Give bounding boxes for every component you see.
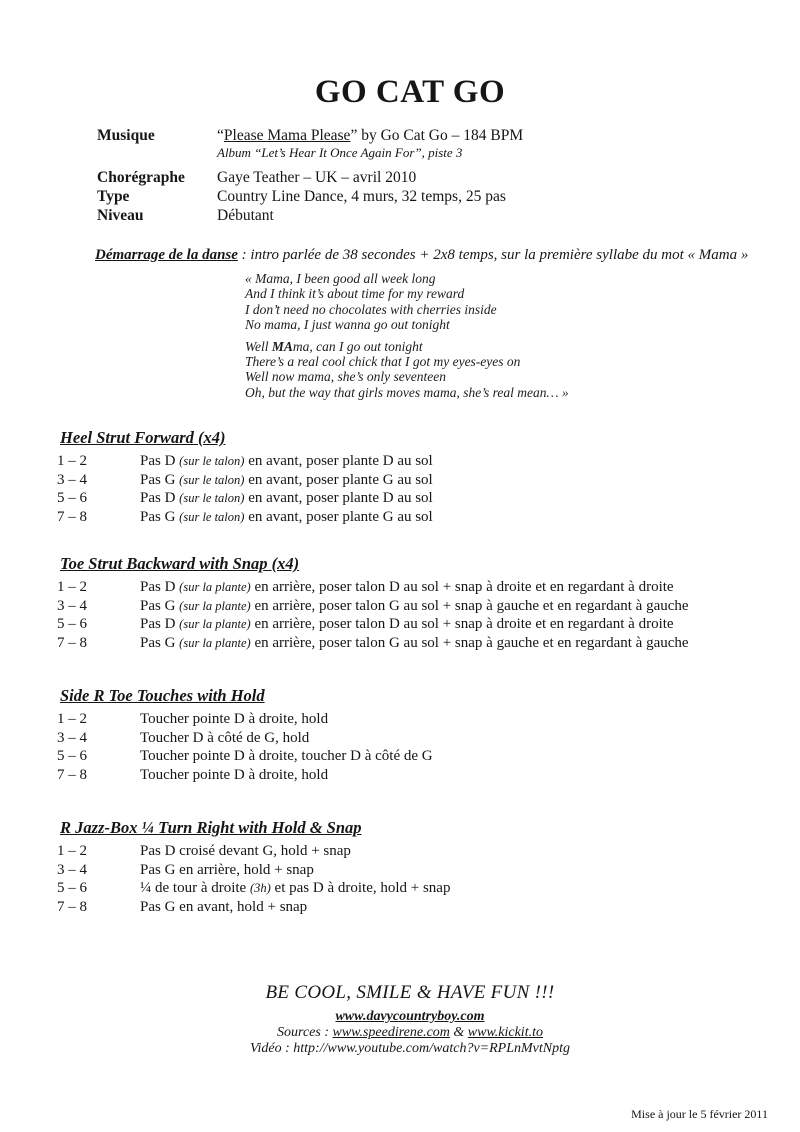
- lyric-line: Well now mama, she’s only seventeen: [245, 369, 446, 385]
- step-note: (sur la plante): [179, 617, 251, 632]
- dance-start-label: Démarrage de la danse: [95, 247, 238, 263]
- step-text: en arrière, poser talon D au sol + snap à droite et en regardant à droite: [250, 579, 674, 595]
- dance-start-note: [95, 247, 748, 264]
- step-counts: 3 – 4: [57, 729, 87, 746]
- step-description: [140, 615, 674, 634]
- step-counts: 3 – 4: [57, 597, 87, 614]
- footer-block: [60, 982, 760, 1057]
- step-note: (sur le talon): [179, 454, 245, 468]
- section-jazz-box-quarter-turn: [57, 818, 450, 916]
- step-text: Pas D: [140, 616, 180, 633]
- footer-sources-line: [60, 1025, 760, 1041]
- step-text: en avant, poser plante G au sol: [244, 471, 433, 488]
- last-updated-note: Mise à jour le 5 février 2011: [631, 1107, 768, 1121]
- lyrics-stanza-2: [245, 339, 569, 401]
- meta-row-musique: [97, 126, 523, 145]
- meta-label-empty: [97, 145, 217, 161]
- youtube-url-text: http://www.youtube.com/watch?v=RPLnMvtNptg: [293, 1041, 570, 1056]
- step-counts: 1 – 2: [57, 579, 87, 595]
- step-counts: 7 – 8: [57, 766, 87, 783]
- step-text: et pas D à droite, hold + snap: [270, 880, 451, 897]
- step-note: (sur la plante): [179, 635, 251, 650]
- step-description: [140, 452, 433, 471]
- step-counts: 3 – 4: [57, 471, 87, 488]
- song-title: Please Mama Please: [223, 127, 351, 144]
- step-text: Pas G: [140, 597, 180, 614]
- lyric-line: There’s a real cool chick that I got my eyes-eyes on: [245, 354, 521, 370]
- step-counts: 1 – 2: [57, 453, 87, 469]
- meta-value-choreographe: Gaye Teather – UK – avril 2010: [217, 169, 417, 186]
- step-description: [140, 729, 309, 748]
- step-row: [57, 861, 450, 880]
- section-side-toe-touches: [57, 686, 433, 784]
- step-description: [140, 597, 689, 616]
- step-row: [57, 729, 433, 748]
- step-description: [140, 861, 314, 880]
- section-title: Heel Strut Forward (x4): [60, 428, 226, 447]
- step-description: [140, 489, 433, 508]
- step-counts: 5 – 6: [57, 490, 87, 507]
- lyric-run: Well: [245, 338, 272, 354]
- meta-label-niveau: Niveau: [97, 207, 144, 224]
- step-text: Toucher pointe D à droite, hold: [140, 766, 329, 783]
- dance-start-text: intro parlée de 38 secondes + 2x8 temps, sur la première syllabe du mot « Mama »: [250, 247, 749, 263]
- step-counts: 3 – 4: [57, 861, 87, 878]
- step-row: [57, 489, 433, 508]
- step-counts: 7 – 8: [57, 508, 87, 525]
- meta-value-niveau: Débutant: [217, 207, 274, 224]
- step-row: [57, 615, 689, 634]
- footer-video-line: [60, 1041, 760, 1057]
- step-counts: 7 – 8: [57, 634, 87, 651]
- section-title: Toe Strut Backward with Snap (x4): [60, 554, 300, 573]
- step-note: (sur le talon): [179, 472, 245, 487]
- lyric-line: Oh, but the way that girls moves mama, she’s real mean… »: [245, 384, 569, 400]
- lyric-line: « Mama, I been good all week long: [245, 271, 436, 286]
- step-text: Pas G en arrière, hold + snap: [140, 861, 314, 878]
- step-description: [140, 747, 433, 766]
- meta-label-choreographe: Chorégraphe: [97, 169, 185, 186]
- lyrics-stanza-1: [245, 271, 569, 333]
- lyric-bold-emphasis: MA: [271, 338, 293, 354]
- lyric-line: [245, 339, 569, 354]
- meta-row-type: [97, 187, 523, 206]
- step-note: (sur le talon): [179, 509, 245, 524]
- step-counts: 5 – 6: [57, 748, 87, 765]
- step-text: Pas G: [140, 508, 180, 525]
- lyric-run: ma, can I go out tonight: [292, 338, 423, 354]
- section-title: Side R Toe Touches with Hold: [60, 686, 265, 705]
- footer-slogan: BE COOL, SMILE & HAVE FUN !!!: [265, 982, 555, 1003]
- meta-value-type: Country Line Dance, 4 murs, 32 temps, 25 pas: [217, 188, 506, 205]
- step-note: (sur le talon): [179, 491, 245, 506]
- davycountryboy-link[interactable]: www.davycountryboy.com: [335, 1009, 485, 1024]
- step-text: en arrière, poser talon D au sol + snap à droite et en regardant à droite: [250, 616, 674, 633]
- step-note: (sur la plante): [179, 580, 251, 594]
- step-text: Toucher D à côté de G, hold: [140, 729, 310, 746]
- step-text: Pas D: [140, 579, 180, 595]
- song-rest: ” by Go Cat Go – 184 BPM: [350, 127, 524, 144]
- meta-row-niveau: [97, 206, 523, 225]
- lyric-line: I don’t need no chocolates with cherries inside: [245, 301, 497, 317]
- step-description: [140, 710, 328, 729]
- step-counts: 1 – 2: [57, 711, 87, 727]
- step-counts: 1 – 2: [57, 843, 87, 859]
- step-description: [140, 898, 307, 917]
- speedirene-link[interactable]: www.speedirene.com: [332, 1025, 450, 1040]
- step-text: en avant, poser plante D au sol: [244, 453, 433, 469]
- step-note: (3h): [249, 881, 271, 896]
- step-row: [57, 452, 433, 471]
- step-row: [57, 766, 433, 785]
- step-row: [57, 898, 450, 917]
- meta-row-choreographe: [97, 168, 523, 187]
- step-text: Pas D: [140, 490, 180, 507]
- step-text: Toucher pointe D à droite, toucher D à côté de G: [140, 748, 433, 765]
- meta-block: [97, 126, 523, 225]
- step-counts: 7 – 8: [57, 898, 87, 915]
- step-description: [140, 842, 351, 861]
- lyrics-block: [245, 271, 569, 400]
- meta-label-type: Type: [97, 188, 130, 205]
- step-counts: 5 – 6: [57, 616, 87, 633]
- step-note: (sur la plante): [179, 598, 251, 613]
- album-line: Album “Let’s Hear It Once Again For”, piste 3: [217, 145, 463, 160]
- step-description: [140, 578, 674, 597]
- step-text: Pas G: [140, 634, 180, 651]
- section-toe-strut-backward: [57, 554, 689, 652]
- meta-value-musique: [217, 126, 523, 145]
- step-text: Pas G: [140, 471, 180, 488]
- page-title: GO CAT GO: [314, 74, 506, 110]
- step-text: en avant, poser plante G au sol: [244, 508, 433, 525]
- spacer: [97, 161, 523, 168]
- step-description: [140, 634, 689, 653]
- step-row: [57, 597, 689, 616]
- step-counts: 5 – 6: [57, 880, 87, 897]
- step-row: [57, 578, 689, 597]
- footer-site-line: [60, 1009, 760, 1025]
- meta-row-album: [97, 145, 523, 161]
- step-text: ¼ de tour à droite: [140, 880, 250, 897]
- meta-label-musique: Musique: [97, 127, 155, 144]
- song-quote-open: “: [217, 127, 224, 144]
- step-description: [140, 508, 433, 527]
- step-description: [140, 879, 450, 898]
- step-text: en avant, poser plante D au sol: [244, 490, 433, 507]
- step-row: [57, 471, 433, 490]
- step-row: [57, 879, 450, 898]
- dance-start-separator: :: [237, 247, 251, 263]
- lyric-line: No mama, I just wanna go out tonight: [245, 317, 450, 333]
- step-text: en arrière, poser talon G au sol + snap à gauche et en regardant à gauche: [250, 597, 689, 614]
- sources-ampersand: &: [449, 1025, 468, 1040]
- step-text: Pas D: [140, 453, 180, 469]
- step-row: [57, 508, 433, 527]
- step-text: Pas D croisé devant G, hold + snap: [140, 843, 351, 859]
- step-text: Toucher pointe D à droite, hold: [140, 711, 329, 727]
- sources-label: Sources :: [277, 1025, 333, 1040]
- section-heel-strut-forward: [57, 428, 433, 526]
- step-description: [140, 471, 433, 490]
- kickit-link[interactable]: www.kickit.to: [467, 1025, 543, 1040]
- lyric-line: And I think it’s about time for my reward: [245, 286, 465, 302]
- step-text: en arrière, poser talon G au sol + snap à gauche et en regardant à gauche: [250, 634, 689, 651]
- step-row: [57, 747, 433, 766]
- step-row: [57, 842, 450, 861]
- step-row: [57, 710, 433, 729]
- video-label: Vidéo :: [250, 1041, 294, 1056]
- step-row: [57, 634, 689, 653]
- step-text: Pas G en avant, hold + snap: [140, 898, 308, 915]
- section-title: R Jazz-Box ¼ Turn Right with Hold & Snap: [60, 818, 362, 837]
- step-description: [140, 766, 328, 785]
